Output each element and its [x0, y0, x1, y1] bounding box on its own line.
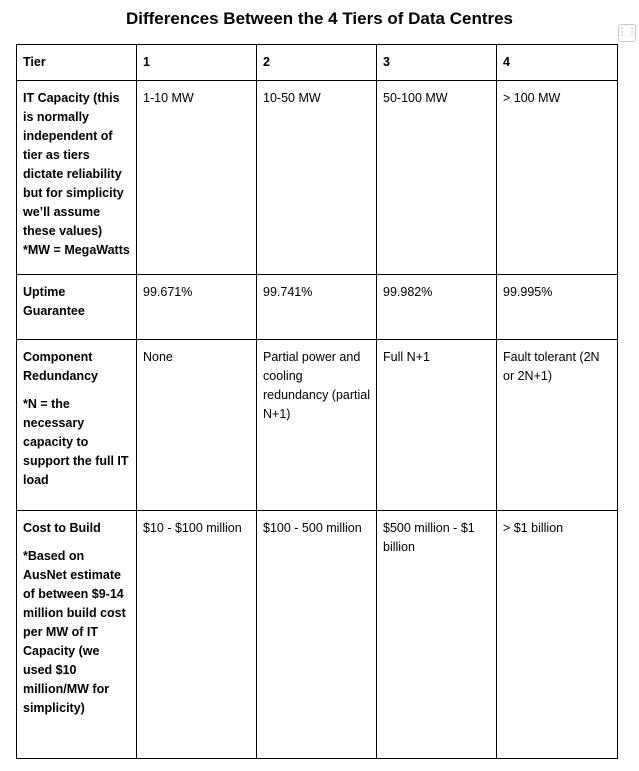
table-cell: Fault tolerant (2N or 2N+1) — [497, 340, 618, 511]
header-cell-4: 4 — [497, 45, 618, 81]
row-note: *N = the necessary capacity to support the full IT load — [23, 397, 129, 487]
table-row — [17, 81, 618, 275]
table-row — [17, 275, 618, 340]
table-cell: $10 - $100 million — [137, 511, 257, 759]
table-row — [17, 511, 618, 759]
header-row — [17, 45, 618, 81]
table-cell: Partial power and cooling redundancy (partial N+1) — [257, 340, 377, 511]
table-cell: 1-10 MW — [137, 81, 257, 275]
header-cell-2: 2 — [257, 45, 377, 81]
drag-handle-icon[interactable]: ⋮⋮ — [618, 24, 636, 42]
row-note: *Based on AusNet estimate of between $9-14 million build cost per MW of IT Capacity (we used $10 million/MW for simplicity) — [23, 549, 126, 715]
table-cell: $500 million - $1 billion — [377, 511, 497, 759]
table-cell: > 100 MW — [497, 81, 618, 275]
table-cell: 99.741% — [257, 275, 377, 340]
page-title: Differences Between the 4 Tiers of Data Centres — [125, 9, 514, 28]
table-cell: 99.995% — [497, 275, 618, 340]
row-label-uptime: Uptime Guarantee — [17, 275, 137, 340]
table-cell: 10-50 MW — [257, 81, 377, 275]
header-cell-1: 1 — [137, 45, 257, 81]
table-cell: 50-100 MW — [377, 81, 497, 275]
header-cell-3: 3 — [377, 45, 497, 81]
table-row — [17, 340, 618, 511]
header-cell-tier: Tier — [17, 45, 137, 81]
table-cell: 99.671% — [137, 275, 257, 340]
table-cell: None — [137, 340, 257, 511]
table-cell: Full N+1 — [377, 340, 497, 511]
table-cell: > $1 billion — [497, 511, 618, 759]
table-cell: 99.982% — [377, 275, 497, 340]
table-cell: $100 - 500 million — [257, 511, 377, 759]
row-label-it-capacity: IT Capacity (this is normally independent of tier as tiers dictate reliability but for simplicity we’ll assume these values) *MW = MegaWatts — [17, 81, 137, 275]
tiers-table — [16, 44, 618, 759]
row-label-redundancy: Component Redundancy *N = the necessary capacity to support the full IT load — [17, 340, 137, 511]
row-label-cost: Cost to Build *Based on AusNet estimate of between $9-14 million build cost per MW of IT Capacity (we used $10 million/MW for simplicity) — [17, 511, 137, 759]
